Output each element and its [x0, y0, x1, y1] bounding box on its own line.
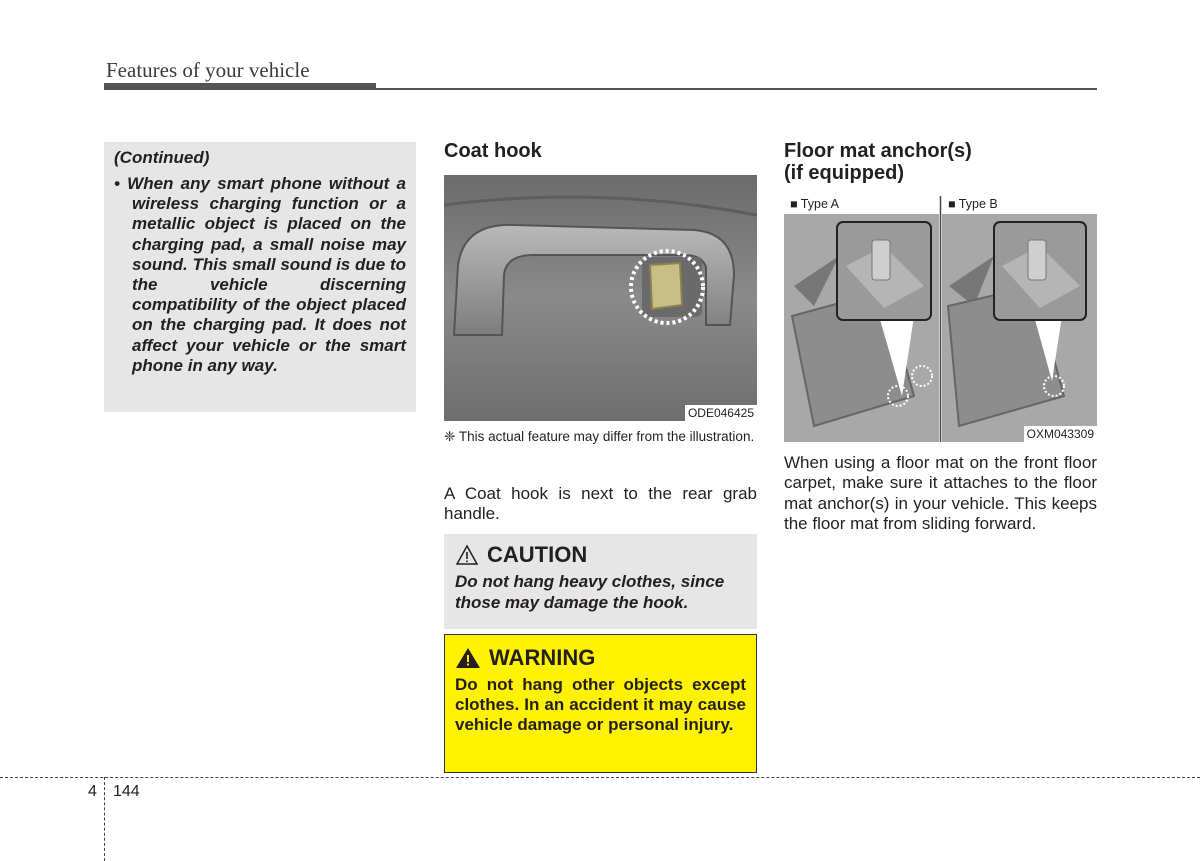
caution-triangle-icon	[455, 544, 479, 566]
coat-hook-illustration	[444, 175, 757, 421]
floor-mat-description: When using a floor mat on the front floor carpet, make sure it attaches to the floor mat anchor(s) in your vehicle. This keeps the floor mat from sliding forward.	[784, 453, 1097, 533]
warning-heading	[455, 645, 746, 671]
continued-note-box	[104, 142, 416, 412]
warning-title: WARNING	[489, 645, 596, 670]
caution-text: Do not hang heavy clothes, since those may damage the hook.	[455, 572, 725, 612]
floor-mat-illustration	[784, 196, 1097, 442]
coat-hook-drawing	[444, 175, 757, 421]
caution-box	[444, 534, 757, 629]
coat-hook-figure-code: ODE046425	[685, 405, 757, 421]
chapter-number: 4	[88, 783, 97, 800]
footer-rule	[0, 777, 1200, 778]
warning-triangle-icon	[455, 647, 481, 669]
caution-title: CAUTION	[487, 542, 588, 567]
coat-hook-title: Coat hook	[444, 140, 542, 162]
page-number: 144	[113, 783, 140, 800]
footer-divider	[104, 777, 105, 861]
continued-bullet: • When any smart phone without a wireless charging function or a metallic object is placed on the charging pad, a small noise may sound. This small sound is due to the vehicle discerning compatibility of the object placed on the charging pad. It does not affect your vehicle or the smart phone in any way.	[114, 174, 406, 375]
page-header-title: Features of your vehicle	[106, 58, 310, 82]
header-rule-thick	[104, 83, 376, 90]
header-rule-thin	[376, 88, 1097, 90]
coat-hook-description: A Coat hook is next to the rear grab handle.	[444, 484, 757, 524]
type-a-label: ■ Type A	[784, 196, 845, 213]
floor-mat-title-line2: (if equipped)	[784, 162, 904, 184]
warning-text: Do not hang other objects except clothes. In an accident it may cause vehicle damage or personal injury.	[455, 675, 746, 734]
type-b-label: ■ Type B	[942, 196, 1004, 213]
floor-mat-title	[784, 140, 972, 184]
caution-heading	[455, 542, 747, 568]
floor-mat-title-line1: Floor mat anchor(s)	[784, 140, 972, 162]
floor-mat-drawing	[784, 196, 1097, 442]
floor-mat-figure-code: OXM043309	[1024, 426, 1097, 442]
continued-heading: (Continued)	[114, 148, 210, 167]
illustration-note: ❈ This actual feature may differ from the illustration.	[444, 429, 755, 444]
warning-box	[444, 634, 757, 773]
